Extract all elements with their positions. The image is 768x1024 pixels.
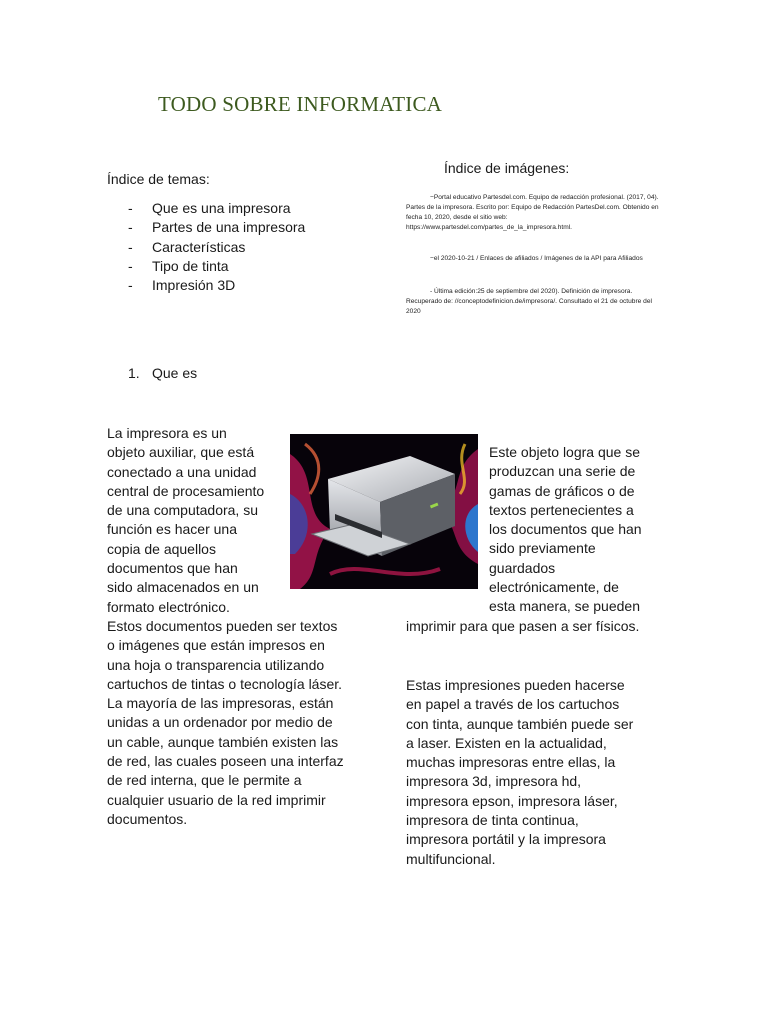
topics-index-item-text: Que es una impresora	[152, 200, 291, 216]
paragraph-line: electrónicamente, de	[489, 579, 619, 596]
topics-index-list	[128, 199, 305, 295]
topics-index-item-text: Características	[152, 238, 246, 255]
topics-index-item: - Que es una impresora	[128, 199, 305, 218]
paragraph-line: Estos documentos pueden ser textos	[107, 617, 338, 634]
paragraph-line: conectado a una unidad	[107, 463, 257, 480]
paragraph-line: función es hacer una	[107, 521, 237, 538]
paragraph-line: documentos.	[107, 810, 188, 827]
paragraph-line: multifuncional.	[406, 850, 496, 867]
topics-index-label: Índice de temas:	[107, 171, 210, 187]
paragraph-line: Este objeto logra que se	[489, 444, 640, 460]
topics-index-item: - Partes de una impresora	[128, 218, 305, 237]
paragraph-line: en papel a través de los cartuchos	[406, 696, 620, 713]
paragraph-line: textos pertenecientes a	[489, 501, 634, 518]
paragraph-line: Estas impresiones pueden hacerse	[406, 677, 625, 693]
paragraph-line: de red, las cuales poseen una interfaz	[107, 753, 344, 770]
section-heading	[128, 365, 197, 381]
paragraph-line: produzcan una serie de	[489, 463, 636, 480]
topics-index-item: - Impresión 3D	[128, 276, 305, 295]
paragraph-line: sido almacenados en un	[107, 579, 259, 596]
topics-index-item-text: Tipo de tinta	[152, 257, 229, 274]
image-reference: - Última edición:25 de septiembre del 2020). Definición de impresora. Recuperado de: //conceptodefinicion.de/impresora/. Consultado el 21 de octubre del 2020	[406, 288, 652, 315]
paragraph-line: formato electrónico.	[107, 598, 230, 615]
paragraph-line: con tinta, aunque también puede ser	[406, 715, 634, 732]
paragraph-line: guardados	[489, 559, 556, 576]
right-column-paragraph-2	[406, 676, 668, 869]
paragraph-line: cartuchos de tintas o tecnología láser.	[107, 675, 343, 692]
paragraph-line: impresora 3d, impresora hd,	[406, 773, 582, 790]
paragraph-line: cualquier usuario de la red imprimir	[107, 791, 326, 808]
paragraph-line: o imágenes que están impresos en	[107, 637, 325, 654]
paragraph-line: impresora de tinta continua,	[406, 812, 579, 829]
paragraph-line: los documentos que han	[489, 521, 642, 538]
paragraph-line: impresora epson, impresora láser,	[406, 792, 618, 809]
paragraph-line: un cable, aunque también existen las	[107, 733, 339, 750]
paragraph-line: de una computadora, su	[107, 502, 258, 519]
paragraph-line: copia de aquellos	[107, 540, 216, 557]
paragraph-line: La impresora es un	[107, 425, 227, 441]
paragraph-line: de red interna, que le permite a	[107, 772, 302, 789]
section-number: 1.	[128, 365, 140, 381]
document-title: TODO SOBRE INFORMATICA	[158, 92, 443, 116]
right-column-paragraph-1	[406, 443, 668, 636]
paragraph-line: unidas a un ordenador por medio de	[107, 714, 333, 731]
topics-index-item: - Características	[128, 238, 305, 257]
paragraph-line: gamas de gráficos o de	[489, 482, 635, 499]
paragraph-line: a laser. Existen en la actualidad,	[406, 734, 607, 751]
paragraph-line: La mayoría de las impresoras, están	[107, 695, 334, 712]
paragraph-line: esta manera, se pueden	[489, 598, 640, 615]
paragraph-line: documentos que han	[107, 560, 238, 577]
paragraph-line: imprimir para que pasen a ser físicos.	[406, 617, 640, 634]
paragraph-line: central de procesamiento	[107, 482, 265, 499]
images-index-label: Índice de imágenes:	[444, 160, 570, 176]
image-reference: −Portal educativo Partesdel.com. Equipo de redacción profesional. (2017, 04). Partes de la impresora. Escrito por: Equipo de Redacción PartesDel.com. Obtenido en fecha 10, 2020, desde el sitio web: https://www.partesdel.com/partes_de_la_impresora.html.	[406, 194, 659, 231]
paragraph-line: muchas impresoras entre ellas, la	[406, 754, 616, 771]
image-reference: −el 2020-10-21 / Enlaces de afiliados / Imágenes de la API para Afiliados	[430, 255, 643, 262]
paragraph-line: impresora portátil y la impresora	[406, 831, 606, 848]
section-title: Que es	[152, 365, 198, 381]
topics-index-item-text: Impresión 3D	[152, 277, 236, 294]
paragraph-line: una hoja o transparencia utilizando	[107, 656, 325, 673]
topics-index-item: - Tipo de tinta	[128, 257, 305, 276]
paragraph-line: sido previamente	[489, 540, 596, 557]
paragraph-line: objeto auxiliar, que está	[107, 444, 255, 461]
topics-index-item-text: Partes de una impresora	[152, 219, 306, 236]
